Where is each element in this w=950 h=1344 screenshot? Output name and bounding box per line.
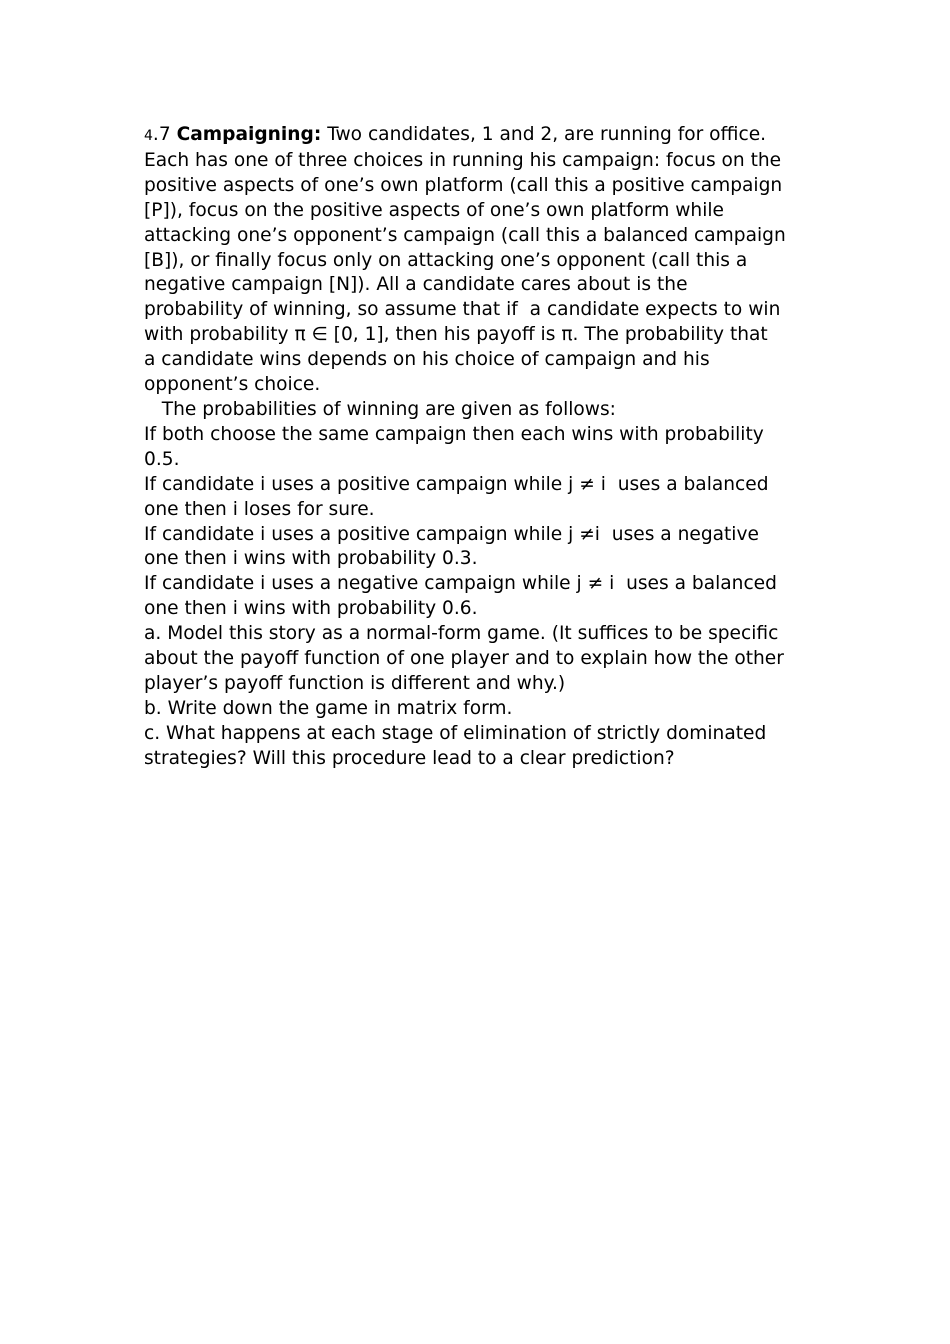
problem-line: Two candidates, 1 and 2, are running for office.: [321, 124, 767, 145]
problem-number-suffix: .7: [152, 124, 177, 145]
problem-line: The probabilities of winning are given as follows:: [144, 398, 616, 420]
problem-line: one then i loses for sure.: [144, 498, 375, 520]
problem-line: c. What happens at each stage of elimination of strictly dominated: [144, 722, 767, 744]
problem-line: negative campaign [N]). All a candidate cares about is the: [144, 274, 688, 296]
problem-heading-line: [144, 123, 824, 149]
problem-line: If candidate i uses a positive campaign while j ≠ i uses a balanced: [144, 473, 769, 495]
problem-line: If candidate i uses a positive campaign while j ≠i uses a negative: [144, 523, 759, 545]
problem-line: If candidate i uses a negative campaign while j ≠ i uses a balanced: [144, 573, 777, 595]
problem-line: positive aspects of one’s own platform (call this a positive campaign: [144, 174, 783, 196]
problem-line: strategies? Will this procedure lead to a clear prediction?: [144, 747, 675, 769]
problem-line: with probability π ∈ [0, 1], then his payoff is π. The probability that: [144, 324, 768, 346]
problem-line: a candidate wins depends on his choice of campaign and his: [144, 349, 710, 371]
problem-line: b. Write down the game in matrix form.: [144, 697, 513, 719]
problem-line: [P]), focus on the positive aspects of one’s own platform while: [144, 199, 724, 221]
problem-number-prefix: 4: [144, 128, 153, 144]
problem-line: a. Model this story as a normal-form game. (It suffices to be specific: [144, 623, 779, 645]
problem-line: attacking one’s opponent’s campaign (call this a balanced campaign: [144, 224, 786, 246]
problem-line: about the payoff function of one player and to explain how the other: [144, 648, 784, 670]
problem-line: Each has one of three choices in running his campaign: focus on the: [144, 149, 782, 171]
problem-line: probability of winning, so assume that if a candidate expects to win: [144, 299, 781, 321]
problem-line: If both choose the same campaign then each wins with probability: [144, 423, 764, 445]
problem-line: one then i wins with probability 0.3.: [144, 548, 478, 570]
problem-line: [B]), or finally focus only on attacking one’s opponent (call this a: [144, 249, 748, 271]
problem-line: 0.5.: [144, 448, 180, 470]
problem-text: [144, 123, 824, 772]
problem-heading: Campaigning:: [176, 124, 322, 145]
problem-line: opponent’s choice.: [144, 374, 321, 396]
problem-line: one then i wins with probability 0.6.: [144, 598, 478, 620]
problem-line: player’s payoff function is different and why.): [144, 672, 566, 694]
